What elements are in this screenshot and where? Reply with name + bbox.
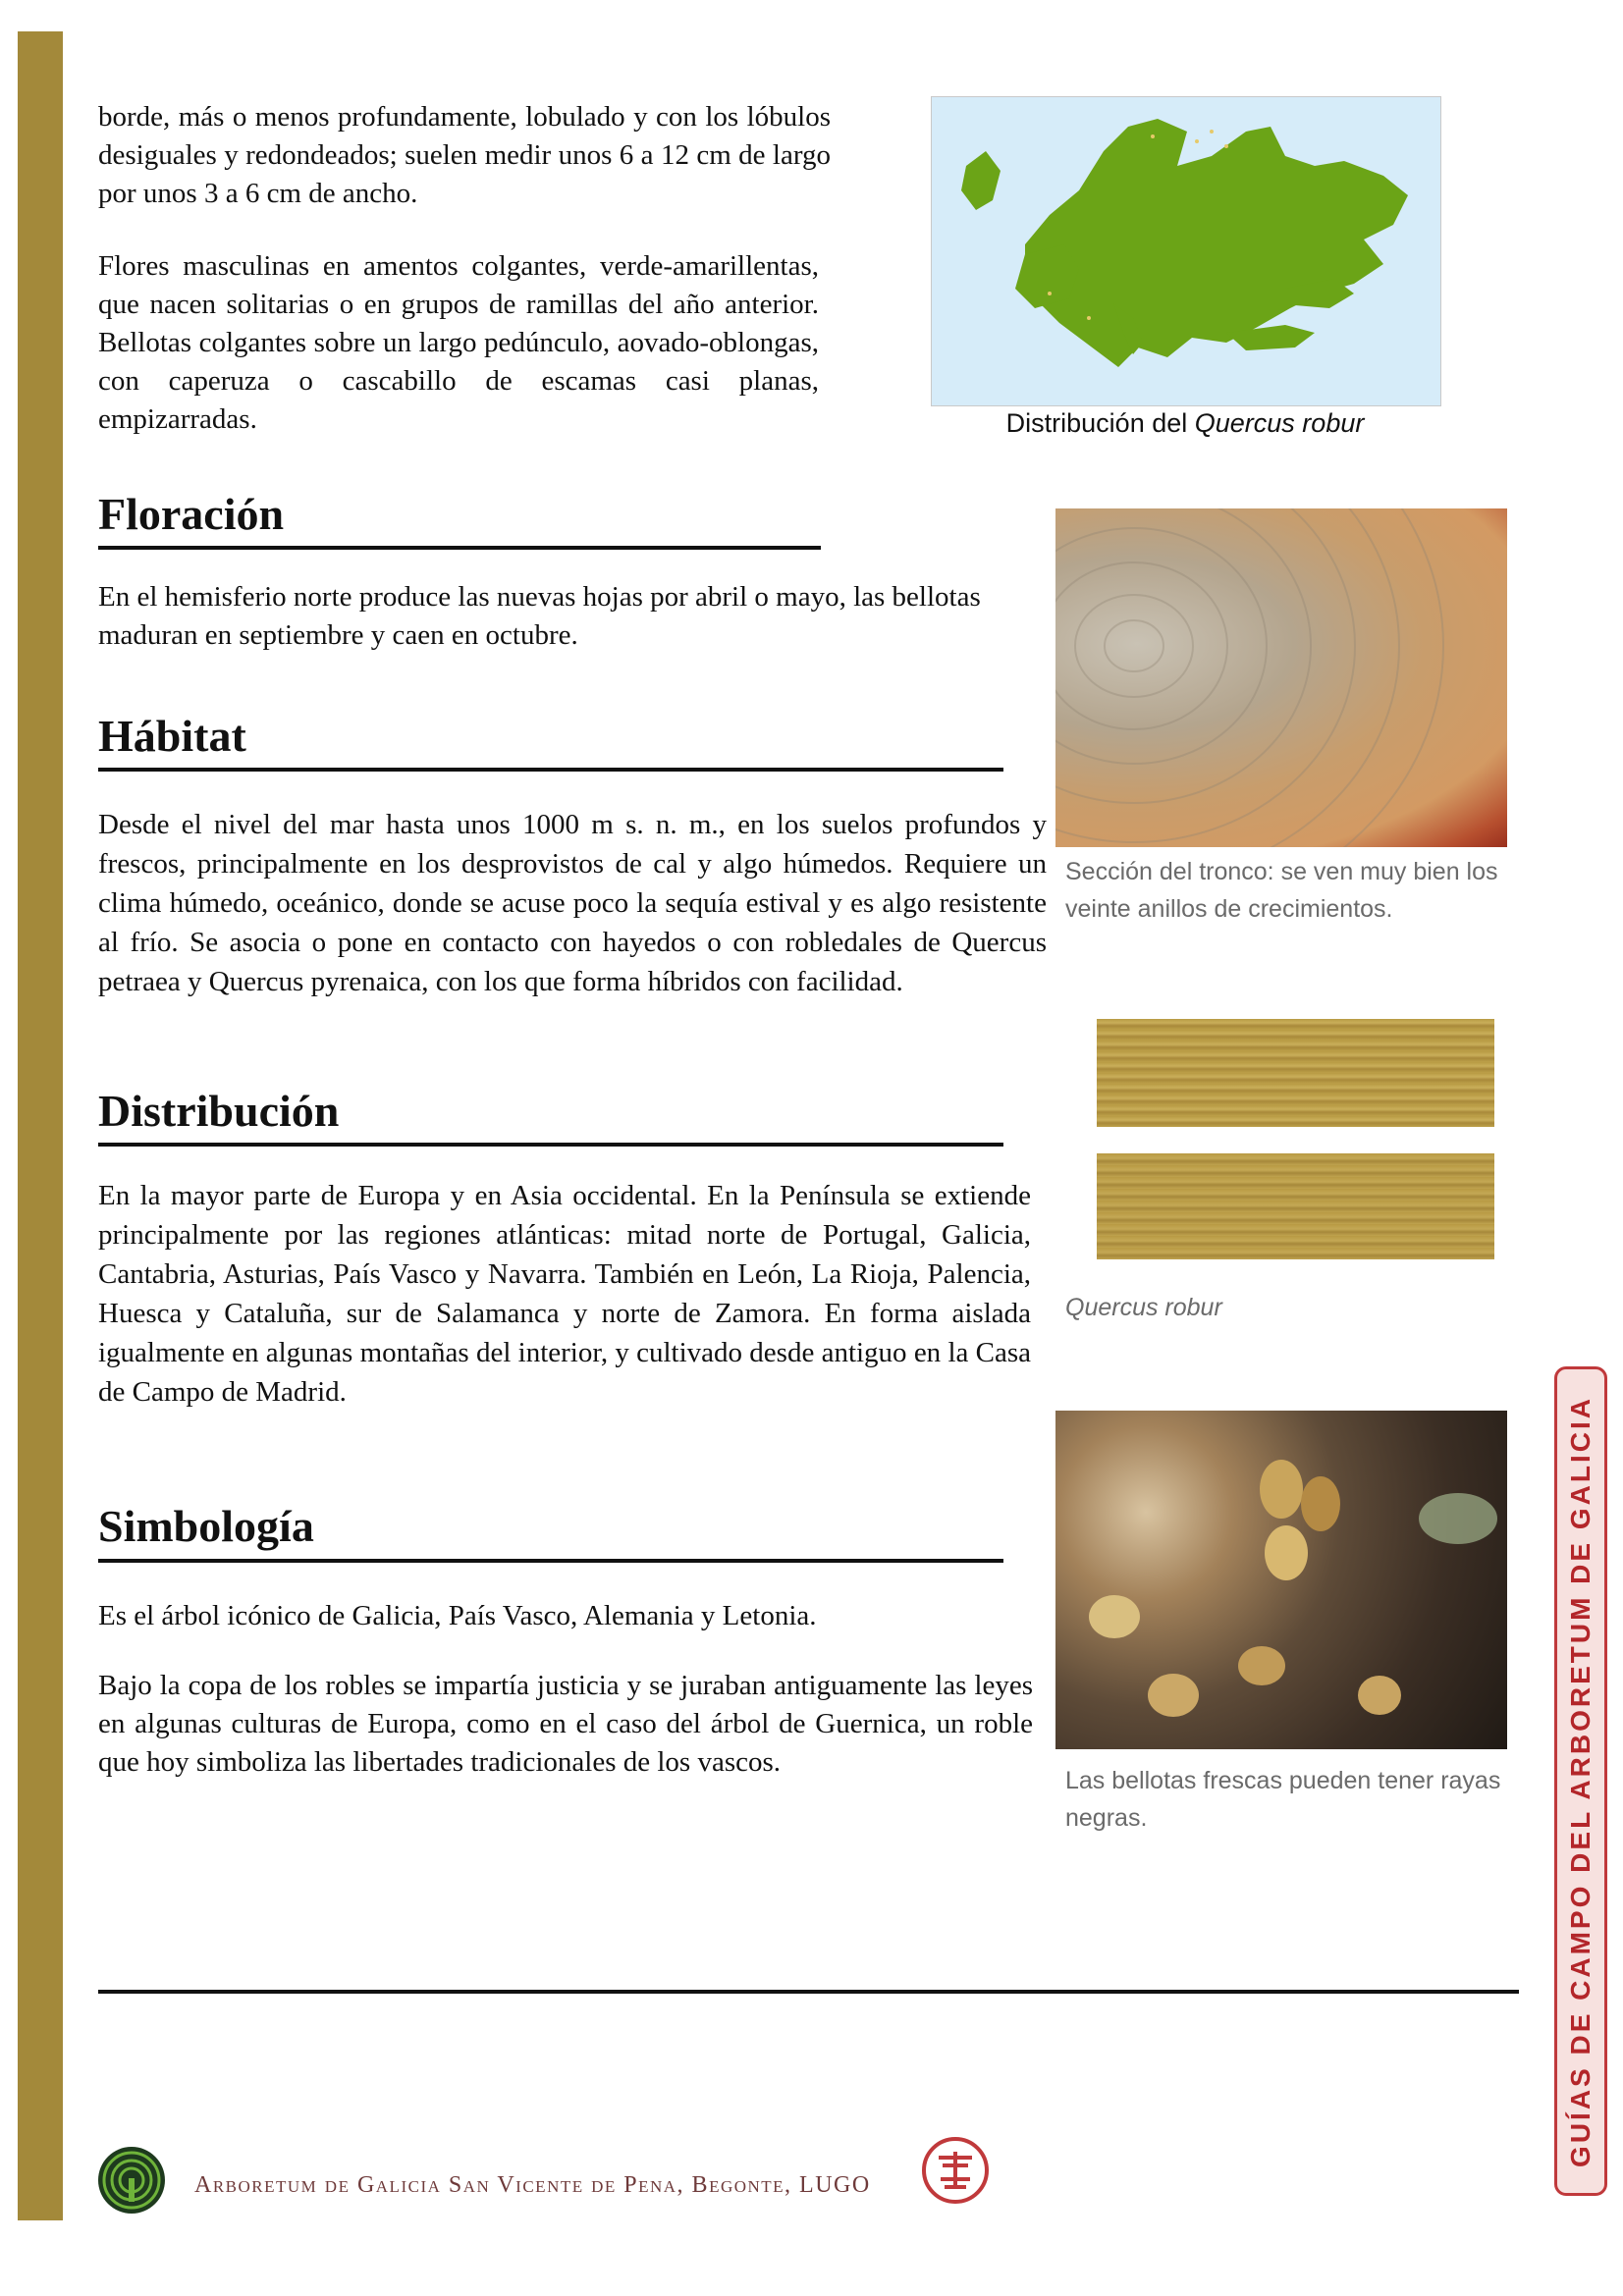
red-seal-icon [921,2136,990,2205]
heading-simbologia: Simbología [98,1501,314,1551]
heading-floracion: Floración [98,489,285,539]
acorns-caption: Las bellotas frescas pueden tener rayas negras. [1065,1767,1501,1832]
distribucion-text: En la mayor parte de Europa y en Asia occidental. En la Península se extiende principalmente por las regiones atlánticas: mitad norte de Portugal, Galicia, Cantabria, Asturias, País Vasco y Navarra. También en León, La Rioja, Palencia, Huesca y Cataluña, sur de Salamanca y norte de Zamora. En forma aislada igualmente en algunas montañas del interior, y cultivado desde antiguo en la Casa de Campo de Madrid. [98,1180,1031,1408]
simbologia-text-2: Bajo la copa de los robles se impartía justicia y se juraban antiguamente las leyes en algunas culturas de Europa, como en el caso del árbol de Guernica, un roble que hoy simboliza las libertades tradicionales de los vascos. [98,1670,1033,1778]
intro-paragraph-2: Flores masculinas en amentos colgantes, verde-amarillentas, que nacen solitarias o en grupos de ramillas del año anterior. Bellotas colgantes sobre un largo pedúnculo, aovado-oblongas, con caperuza o cascabillo de escamas casi planas, empizarradas. [98,250,819,435]
wood-sample-photo-1 [1097,1019,1494,1127]
trunk-section-photo [1055,508,1507,847]
map-caption-prefix: Distribución del [1005,408,1188,438]
acorns-graphic [1055,1411,1507,1749]
floracion-text: En el hemisferio norte produce las nuevas hojas por abril o mayo, las bellotas maduran en septiembre y caen en octubre. [98,581,981,651]
heading-distribucion: Distribución [98,1086,340,1136]
heading-rule-simbologia [98,1559,1003,1563]
arboretum-logo-icon [96,2145,167,2216]
heading-rule-habitat [98,768,1003,772]
trunk-caption: Sección del tronco: se ven muy bien los veinte anillos de crecimientos. [1065,858,1498,923]
heading-habitat: Hábitat [98,711,246,761]
left-accent-bar [18,31,63,2220]
wood-caption: Quercus robur [1065,1294,1222,1321]
acorns-photo [1055,1411,1507,1749]
side-tab [1554,1366,1607,2196]
map-caption [931,404,1439,442]
heading-rule-floracion [98,546,821,550]
simbologia-text-1: Es el árbol icónico de Galicia, País Vasco, Alemania y Letonia. [98,1600,817,1631]
habitat-text: Desde el nivel del mar hasta unos 1000 m s. n. m., en los suelos profundos y frescos, principalmente en los desprovistos de cal y algo húmedos. Requiere un clima húmedo, oceánico, donde se acuse poco la sequía estival y es algo resistente al frío. Se asocia o pone en contacto con hayedos o con robledales de Quercus petraea y Quercus pyrenaica, con los que forma híbridos con facilidad. [98,809,1047,997]
map-caption-species: Quercus robur [1194,408,1365,438]
heading-rule-distribucion [98,1143,1003,1147]
footer-rule [98,1990,1519,1994]
wood-sample-photo-2 [1097,1153,1494,1259]
distribution-map [931,96,1441,406]
europe-map-graphic [932,97,1440,405]
tree-rings-graphic [1055,508,1507,847]
side-tab-label: GUÍAS DE CAMPO DEL ARBORETUM DE GALICIA [1565,1395,1596,2167]
footer-address: Arboretum de Galicia San Vicente de Pena, Begonte, LUGO [194,2172,871,2198]
intro-paragraph-1: borde, más o menos profundamente, lobulado y con los lóbulos desiguales y redondeados; suelen medir unos 6 a 12 cm de largo por unos 3 a 6 cm de ancho. [98,101,831,209]
